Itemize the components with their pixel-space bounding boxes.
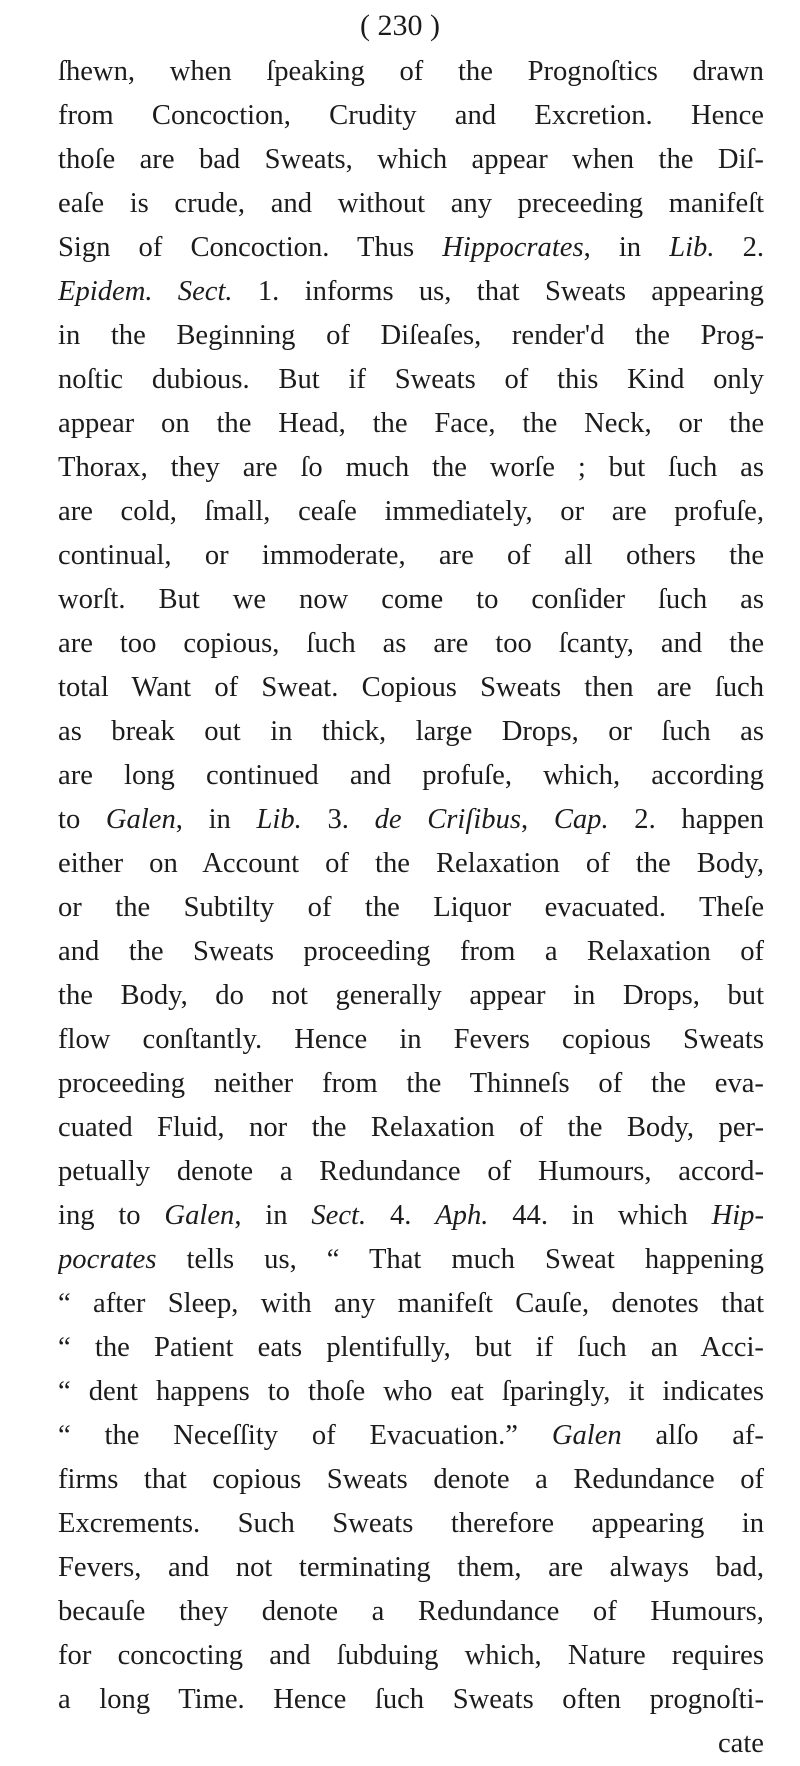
text-line: eaſe is crude, and without any preceeding manifeſt xyxy=(58,188,764,219)
text-line: proceeding neither from the Thinneſs of the eva- xyxy=(58,1068,764,1099)
text-line: “ the Patient eats plentifully, but if ſuch an Acci- xyxy=(58,1332,764,1363)
text-line: noſtic dubious. But if Sweats of this Kind only xyxy=(58,364,764,395)
catchword: cate xyxy=(717,1728,764,1759)
text-line: to Galen, in Lib. 3. de Criſibus, Cap. 2. happen xyxy=(58,804,764,835)
text-line: continual, or immoderate, are of all others the xyxy=(58,540,764,571)
text-line: cuated Fluid, nor the Relaxation of the Body, per- xyxy=(58,1112,764,1143)
text-line: total Want of Sweat. Copious Sweats then are ſuch xyxy=(58,672,764,703)
text-line: thoſe are bad Sweats, which appear when the Diſ- xyxy=(58,144,764,175)
text-line: ing to Galen, in Sect. 4. Aph. 44. in which Hip- xyxy=(58,1200,764,1231)
text-line: “ after Sleep, with any manifeſt Cauſe, denotes that xyxy=(58,1288,764,1319)
text-line: are long continued and profuſe, which, according xyxy=(58,760,764,791)
text-line: Excrements. Such Sweats therefore appearing in xyxy=(58,1508,764,1539)
text-line: for concocting and ſubduing which, Nature requires xyxy=(58,1640,764,1671)
text-line: are cold, ſmall, ceaſe immediately, or are profuſe, xyxy=(58,496,764,527)
text-line: appear on the Head, the Face, the Neck, or the xyxy=(58,408,764,439)
text-line: petually denote a Redundance of Humours, accord- xyxy=(58,1156,764,1187)
text-line: as break out in thick, large Drops, or ſuch as xyxy=(58,716,764,747)
text-line: ſhewn, when ſpeaking of the Prognoſtics drawn xyxy=(58,56,764,87)
text-line: firms that copious Sweats denote a Redundance of xyxy=(58,1464,764,1495)
text-line: from Concoction, Crudity and Excretion. Hence xyxy=(58,100,764,131)
text-line: Thorax, they are ſo much the worſe ; but ſuch as xyxy=(58,452,764,483)
text-line: are too copious, ſuch as are too ſcanty, and the xyxy=(58,628,764,659)
text-line: “ dent happens to thoſe who eat ſparingly, it indicates xyxy=(58,1376,764,1407)
text-line: in the Beginning of Diſeaſes, render'd the Prog- xyxy=(58,320,764,351)
text-line: Sign of Concoction. Thus Hippocrates, in Lib. 2. xyxy=(58,232,764,263)
text-line: and the Sweats proceeding from a Relaxation of xyxy=(58,936,764,967)
body-text xyxy=(58,50,764,1766)
text-line: pocrates tells us, “ That much Sweat happening xyxy=(58,1244,764,1275)
text-line: flow conſtantly. Hence in Fevers copious Sweats xyxy=(58,1024,764,1055)
text-line: the Body, do not generally appear in Drops, but xyxy=(58,980,764,1011)
text-line: “ the Neceſſity of Evacuation.” Galen alſo af- xyxy=(58,1420,764,1451)
text-line: Epidem. Sect. 1. informs us, that Sweats appearing xyxy=(58,276,764,307)
page-number: ( 230 ) xyxy=(360,9,440,42)
text-line: either on Account of the Relaxation of the Body, xyxy=(58,848,764,879)
text-line: Fevers, and not terminating them, are always bad, xyxy=(58,1552,764,1583)
text-line: or the Subtilty of the Liquor evacuated. Theſe xyxy=(58,892,764,923)
text-line: a long Time. Hence ſuch Sweats often prognoſti- xyxy=(58,1684,764,1715)
text-line: worſt. But we now come to conſider ſuch as xyxy=(58,584,764,615)
text-line: becauſe they denote a Redundance of Humours, xyxy=(58,1596,764,1627)
